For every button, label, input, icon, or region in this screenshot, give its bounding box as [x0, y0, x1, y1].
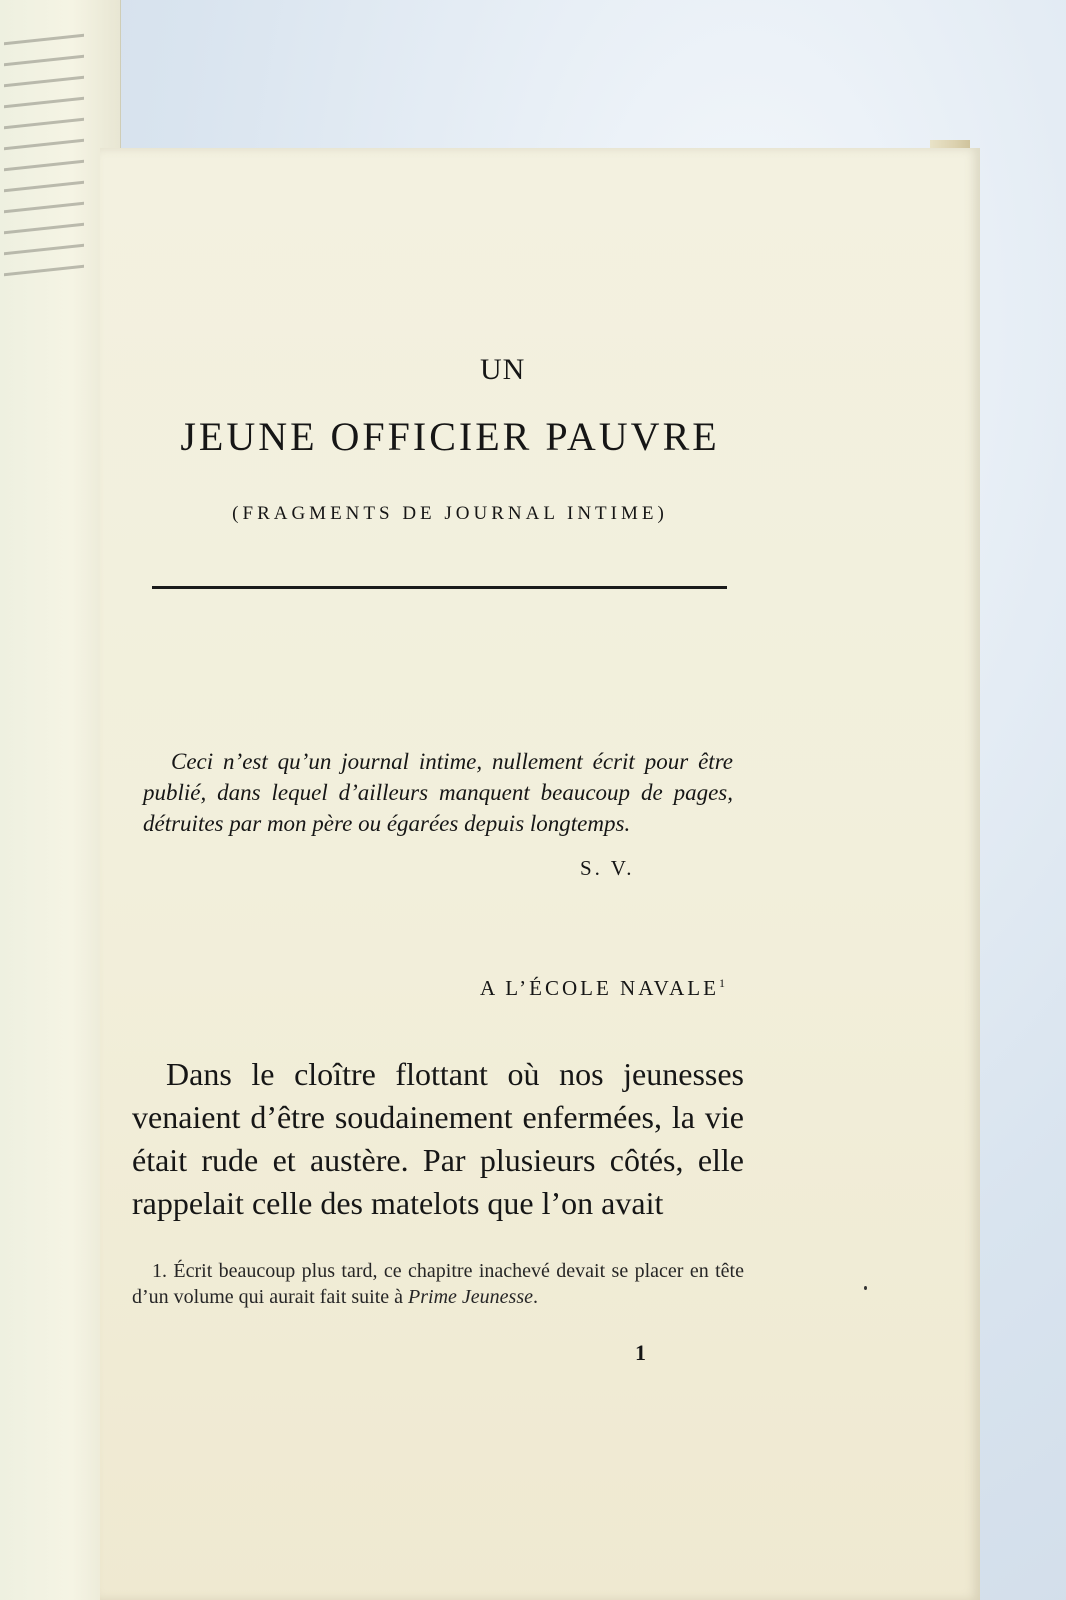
chapter-heading	[480, 976, 728, 1001]
body-paragraph: Dans le cloître flottant où nos jeunesses venaient d’être soudainement enfermées, la vie était rude et austère. Par plusieurs côtés, elle rappelait celle des matelots que l’on avait	[132, 1056, 744, 1221]
chapter-heading-text: A L’ÉCOLE NAVALE	[480, 976, 719, 1000]
page-number: 1	[635, 1340, 646, 1365]
footnote-marker: 1	[718, 976, 728, 990]
footnote-book-title: Prime Jeunesse	[408, 1286, 533, 1308]
footnote-end: .	[533, 1286, 538, 1308]
epigraph-signature: S. V.	[580, 856, 635, 880]
epigraph: Ceci n’est qu’un journal intime, nullement écrit pour être publié, dans lequel d’ailleurs manquent beaucoup de pages, détruites par mon père ou égarées depuis longtemps.	[143, 749, 733, 836]
title-rule	[152, 586, 727, 589]
page-title: JEUNE OFFICIER PAUVRE	[180, 414, 720, 459]
facing-page-text	[4, 16, 84, 444]
title-prefix: UN	[480, 353, 526, 386]
book-page	[100, 148, 980, 1600]
page-subtitle: (FRAGMENTS DE JOURNAL INTIME)	[232, 503, 668, 524]
paper-speck	[864, 1286, 867, 1290]
footnote-text: 1. Écrit beaucoup plus tard, ce chapitre inachevé devait se placer en tête d’un volume qui aurait fait suite à	[132, 1260, 744, 1308]
footnote	[132, 1258, 744, 1310]
